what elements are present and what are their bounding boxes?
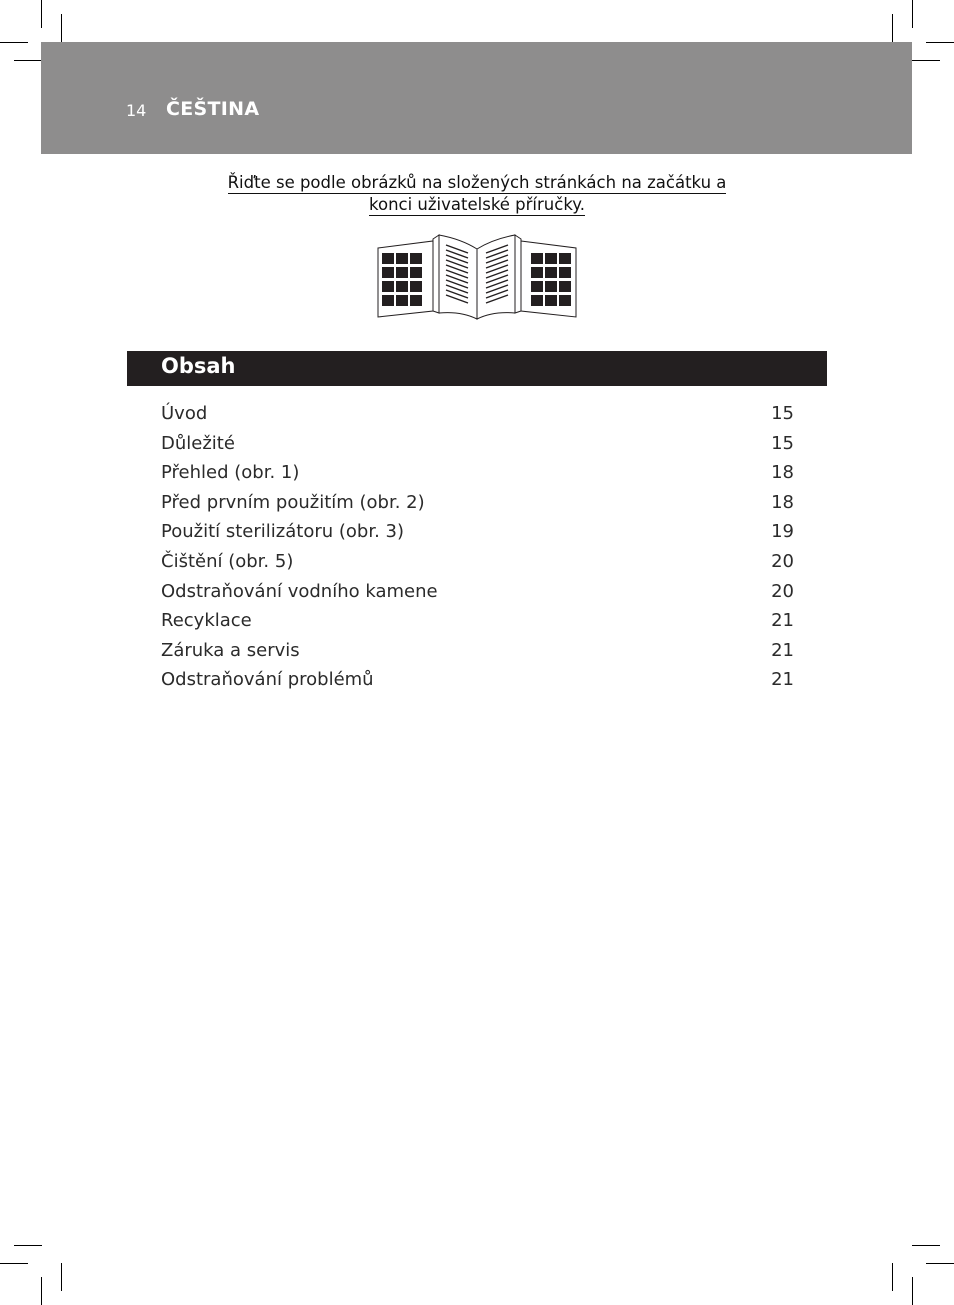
fold-out-book-icon: [376, 231, 578, 321]
crop-mark: [0, 42, 28, 43]
toc-entry-title: Recyklace: [161, 610, 252, 632]
toc-entry-page: 21: [771, 639, 794, 661]
toc-entry-title: Přehled (obr. 1): [161, 462, 300, 484]
toc-entry[interactable]: [161, 521, 794, 551]
toc-entry-title: Záruka a servis: [161, 639, 300, 661]
toc-entry-page: 19: [771, 521, 794, 543]
toc-entry-title: Důležité: [161, 432, 235, 454]
toc-entry[interactable]: [161, 669, 794, 699]
toc-entry[interactable]: [161, 581, 794, 611]
crop-mark: [41, 0, 42, 28]
crop-mark: [912, 0, 913, 28]
toc-entry[interactable]: [161, 492, 794, 522]
intro-note-line2: konci uživatelské příručky.: [369, 195, 585, 214]
toc-entry-title: Čištění (obr. 5): [161, 550, 294, 572]
crop-mark: [61, 1263, 62, 1291]
crop-mark: [61, 14, 62, 42]
crop-mark: [912, 1245, 940, 1246]
crop-mark: [892, 14, 893, 42]
page-number: 14: [126, 101, 147, 120]
toc-entry[interactable]: [161, 462, 794, 492]
crop-mark: [912, 60, 940, 61]
language-title: ČEŠTINA: [166, 98, 260, 120]
toc-entry-title: Odstraňování problémů: [161, 669, 374, 691]
intro-note: [160, 172, 794, 216]
crop-mark: [926, 42, 954, 43]
toc-entry-page: 21: [771, 610, 794, 632]
toc-list: [161, 403, 794, 699]
toc-heading-bar: [127, 351, 827, 386]
toc-entry-title: Použití sterilizátoru (obr. 3): [161, 521, 404, 543]
toc-entry[interactable]: [161, 433, 794, 463]
crop-mark: [0, 1263, 28, 1264]
toc-entry-page: 21: [771, 669, 794, 691]
crop-mark: [926, 1263, 954, 1264]
toc-entry-page: 15: [771, 432, 794, 454]
crop-mark: [892, 1263, 893, 1291]
toc-entry-page: 18: [771, 462, 794, 484]
crop-mark: [14, 60, 42, 61]
toc-entry[interactable]: [161, 610, 794, 640]
toc-entry-page: 20: [771, 550, 794, 572]
toc-entry[interactable]: [161, 403, 794, 433]
toc-entry[interactable]: [161, 640, 794, 670]
toc-entry-title: Před prvním použitím (obr. 2): [161, 491, 425, 513]
crop-mark: [912, 1277, 913, 1305]
toc-entry-title: Odstraňování vodního kamene: [161, 580, 438, 602]
toc-entry-page: 15: [771, 403, 794, 424]
toc-entry-page: 20: [771, 580, 794, 602]
toc-entry-page: 18: [771, 491, 794, 513]
toc-entry[interactable]: [161, 551, 794, 581]
toc-entry-title: Úvod: [161, 403, 208, 424]
intro-note-line1: Řiďte se podle obrázků na složených stránkách na začátku a: [227, 173, 727, 192]
crop-mark: [41, 1277, 42, 1305]
toc-heading: Obsah: [161, 354, 236, 378]
crop-mark: [14, 1245, 42, 1246]
